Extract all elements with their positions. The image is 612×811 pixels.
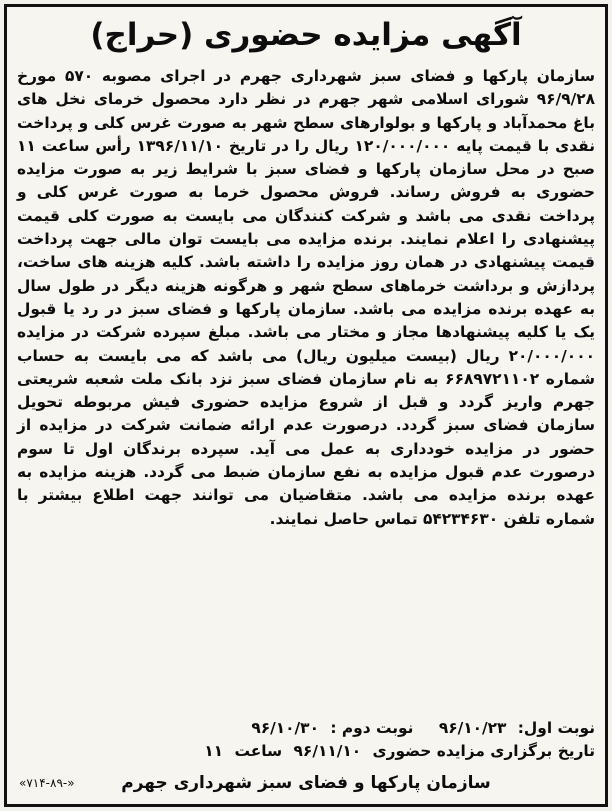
first-round-label: نوبت اول: xyxy=(517,719,595,737)
auction-notice xyxy=(4,4,608,807)
notice-body: سازمان پارکها و فضای سبز شهرداری جهرم در اجرای مصوبه ۵۷۰ مورخ ۹۶/۹/۲۸ شورای اسلامی شهر جهرم در نظر دارد محصول خرمای نخل های باغ محمدآباد و پارکها و بولوارهای سطح شهر به صورت غرس کلی و پرداخت نقدی با قیمت پایه ۱۲۰/۰۰۰/۰۰۰ ریال را در تاریخ ۱۳۹۶/۱۱/۱۰ رأس ساعت ۱۱ صبح در محل سازمان پارکها و فضای سبز با شرایط زیر به صورت مزایده حضوری به فروش رساند. فروش محصول خرما به صورت غرس کلی و پرداخت نقدی می باشد و شرکت کنندگان می بایست به صورت کلی قیمت پیشنهادی را اعلام نمایند. برنده مزایده می بایست توان مالی جهت پرداخت قیمت پیشنهادی در همان روز مزایده را داشته باشد. کلیه هزینه های ساخت، پردازش و برداشت خرماهای سطح شهر و هرگونه هزینه دیگر در طول سال به عهده برنده مزایده می باشد. سازمان پارکها و فضای سبز در رد یا قبول یک یا کلیه پیشنهادها مجاز و مختار می باشد. مبلغ سپرده شرکت در مزایده ۲۰/۰۰۰/۰۰۰ ریال (بیست میلیون ریال) می باشد که می بایست به حساب شماره ۶۶۸۹۷۲۱۱۰۲ به نام سازمان فضای سبز نزد بانک ملت شعبه شریعتی جهرم واریز گردد و قبل از شروع مزایده حضوری فیش مربوطه تحویل سازمان فضای سبز گردد. درصورت عدم ارائه ضمانت شرکت در مزایده از حضور در مزایده خودداری به عمل می آید. سپرده برندگان اول تا سوم درصورت عدم قبول مزایده به نفع سازمان ضبط می گردد. هزینه مزایده به عهده برنده مزایده می باشد. متقاضیان می توانند جهت اطلاع بیشتر با شماره تلفن ۵۴۲۳۴۶۳۰ تماس حاصل نمایند. xyxy=(17,67,596,528)
issuer-name: سازمان پارکها و فضای سبز شهرداری جهرم xyxy=(121,773,491,793)
holding-time: ۱۱ xyxy=(204,742,224,760)
holding-line xyxy=(17,740,595,762)
issuer-footer xyxy=(7,769,605,797)
holding-date: ۹۶/۱۱/۱۰ xyxy=(293,742,362,760)
first-round-date: ۹۶/۱۰/۲۳ xyxy=(438,719,507,737)
rounds-line xyxy=(17,717,595,739)
holding-time-label: ساعت xyxy=(234,742,283,760)
second-round-label: نوبت دوم : xyxy=(330,719,414,737)
notice-title: آگهی مزایده حضوری (حراج) xyxy=(90,17,522,53)
second-round-date: ۹۶/۱۰/۳۰ xyxy=(251,719,319,737)
reference-code: «۷۱۴-۸۹-» xyxy=(19,776,75,790)
holding-date-label: تاریخ برگزاری مزایده حضوری xyxy=(372,742,595,760)
